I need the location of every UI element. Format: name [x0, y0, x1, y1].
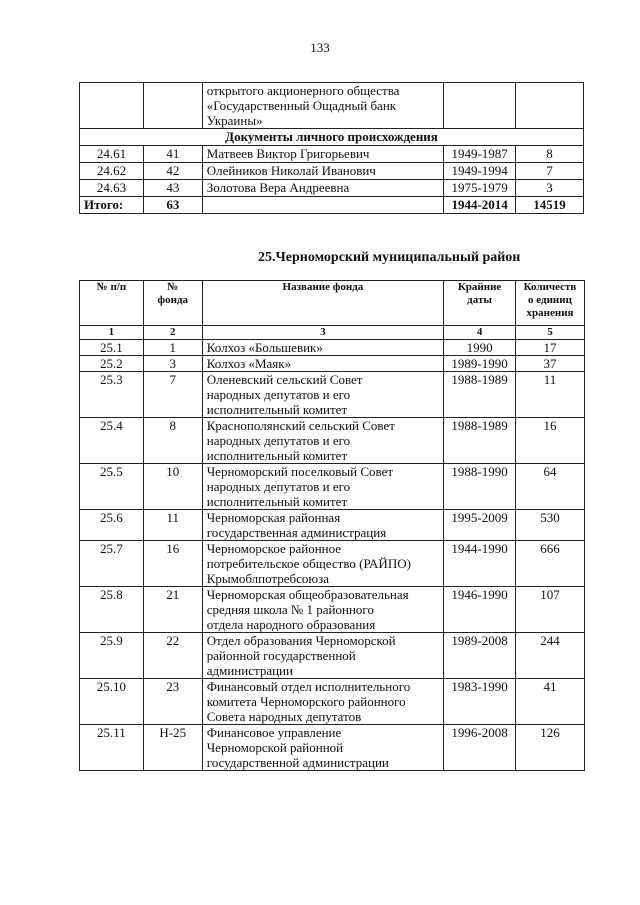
fund-name-line: Черноморская районная: [206, 510, 341, 525]
header-fund: № фонда: [143, 281, 202, 326]
fund-name-line: исполнительный комитет: [206, 448, 348, 463]
fund-name-line: Черноморское районное: [206, 541, 342, 556]
fund-name: [202, 587, 443, 633]
fund-number: 16: [143, 541, 202, 587]
storage-count: 126: [516, 725, 585, 771]
fund-name-line: отдела народного образования: [206, 617, 376, 632]
fund-name-line: потребительское общество (РАЙПО): [206, 556, 411, 571]
fund-name-line: Черноморской районной: [206, 740, 344, 755]
storage-count: 244: [516, 633, 585, 679]
fund-name-line: комитета Черноморского районного: [206, 694, 406, 709]
fund-name-line: Колхоз «Маяк»: [206, 356, 292, 371]
fund-name-line: Финансовый отдел исполнительного: [206, 679, 411, 694]
storage-count: 107: [516, 587, 585, 633]
fund-name: [202, 356, 443, 372]
row-number: 25.3: [80, 372, 144, 418]
date-range: 1946-1990: [444, 587, 516, 633]
fund-number: 10: [143, 464, 202, 510]
fund-name-line: государственной администрации: [206, 755, 389, 770]
fund-number: 1: [143, 340, 202, 356]
fund-number: 23: [143, 679, 202, 725]
column-numbers-row: 1 2 3 4 5: [80, 326, 585, 340]
fund-name-line: народных депутатов и его: [206, 479, 351, 494]
storage-count: 64: [516, 464, 585, 510]
fund-name: [202, 510, 443, 541]
fund-name: [202, 464, 443, 510]
fund-name: [202, 725, 443, 771]
fund-name-line: Финансовое управление: [206, 725, 342, 740]
total-row: Итого: 63 1944-2014 14519: [80, 197, 584, 214]
fund-name: [202, 633, 443, 679]
fund-number: 7: [143, 372, 202, 418]
fund-name-line: государственная администрация: [206, 525, 387, 540]
table-row: 24.62 42 Олейников Николай Иванович 1949-1994 7: [80, 163, 584, 180]
fund-number: 11: [143, 510, 202, 541]
fund-name-line: районной государственной: [206, 648, 356, 663]
table-row: 24.61 41 Матвеев Виктор Григорьевич 1949-1987 8: [80, 146, 584, 163]
header-count: Количеств о единиц хранения: [516, 281, 585, 326]
subheader: Документы личного происхождения: [80, 129, 584, 146]
row-number: 25.6: [80, 510, 144, 541]
fund-name-line: Оленевский сельский Совет: [206, 372, 363, 387]
table-row: [80, 725, 585, 771]
fund-name-continued: открытого акционерного общества «Государственный Ощадный банк Украины»: [202, 83, 443, 129]
fund-name-line: средняя школа № 1 районного: [206, 602, 374, 617]
date-range: 1988-1990: [444, 464, 516, 510]
fund-name-line: народных депутатов и его: [206, 387, 351, 402]
funds-table: [79, 280, 585, 771]
storage-count: 37: [516, 356, 585, 372]
table-row: [80, 356, 585, 372]
row-number: 25.7: [80, 541, 144, 587]
table-row: [80, 633, 585, 679]
date-range: 1995-2009: [444, 510, 516, 541]
continuation-row: [80, 83, 584, 129]
table-row: [80, 418, 585, 464]
storage-count: 666: [516, 541, 585, 587]
fund-name-line: Краснополянский сельский Совет: [206, 418, 395, 433]
header-name: Название фонда: [202, 281, 443, 326]
fund-number: 3: [143, 356, 202, 372]
storage-count: 16: [516, 418, 585, 464]
subheader-row: [80, 129, 584, 146]
section-title: 25.Черноморский муниципальный район: [258, 250, 521, 265]
storage-count: 41: [516, 679, 585, 725]
row-number: 25.2: [80, 356, 144, 372]
fund-number: 8: [143, 418, 202, 464]
fund-name-line: Черноморский поселковый Совет: [206, 464, 394, 479]
row-number: 25.4: [80, 418, 144, 464]
row-number: 25.5: [80, 464, 144, 510]
total-label: Итого:: [80, 197, 144, 214]
date-range: 1989-1990: [444, 356, 516, 372]
fund-name: [202, 679, 443, 725]
fund-name-line: Отдел образования Черноморской: [206, 633, 396, 648]
fund-name-line: Черноморская общеобразовательная: [206, 587, 409, 602]
row-number: 25.1: [80, 340, 144, 356]
fund-name-line: народных депутатов и его: [206, 433, 351, 448]
header-num: № п/п: [80, 281, 144, 326]
table-row: [80, 464, 585, 510]
fund-name-line: исполнительный комитет: [206, 402, 348, 417]
fund-number: 22: [143, 633, 202, 679]
row-number: 25.9: [80, 633, 144, 679]
storage-count: 530: [516, 510, 585, 541]
page-number: 133: [310, 40, 330, 55]
row-number: 25.11: [80, 725, 144, 771]
fund-name: [202, 418, 443, 464]
storage-count: 17: [516, 340, 585, 356]
date-range: 1996-2008: [444, 725, 516, 771]
fund-number: Н-25: [143, 725, 202, 771]
fund-name-line: Колхоз «Большевик»: [206, 340, 323, 355]
header-dates: Крайние даты: [444, 281, 516, 326]
funds-table-body: [80, 340, 585, 771]
previous-section-table: [79, 82, 584, 214]
fund-name-line: Совета народных депутатов: [206, 709, 362, 724]
storage-count: 11: [516, 372, 585, 418]
table-row: [80, 679, 585, 725]
row-number: 25.8: [80, 587, 144, 633]
date-range: 1988-1989: [444, 418, 516, 464]
date-range: 1983-1990: [444, 679, 516, 725]
date-range: 1989-2008: [444, 633, 516, 679]
table-row: [80, 372, 585, 418]
fund-name-line: исполнительный комитет: [206, 494, 348, 509]
fund-name: [202, 372, 443, 418]
table-row: [80, 340, 585, 356]
table-row: 24.63 43 Золотова Вера Андреевна 1975-1979 3: [80, 180, 584, 197]
fund-number: 21: [143, 587, 202, 633]
fund-name-line: Крымоблпотребсоюза: [206, 571, 330, 586]
date-range: 1990: [444, 340, 516, 356]
fund-name: [202, 340, 443, 356]
table-row: [80, 587, 585, 633]
date-range: 1988-1989: [444, 372, 516, 418]
table-row: [80, 510, 585, 541]
header-row: [80, 281, 585, 326]
fund-name: [202, 541, 443, 587]
fund-name-line: администрации: [206, 663, 293, 678]
date-range: 1944-1990: [444, 541, 516, 587]
row-number: 25.10: [80, 679, 144, 725]
table-row: [80, 541, 585, 587]
